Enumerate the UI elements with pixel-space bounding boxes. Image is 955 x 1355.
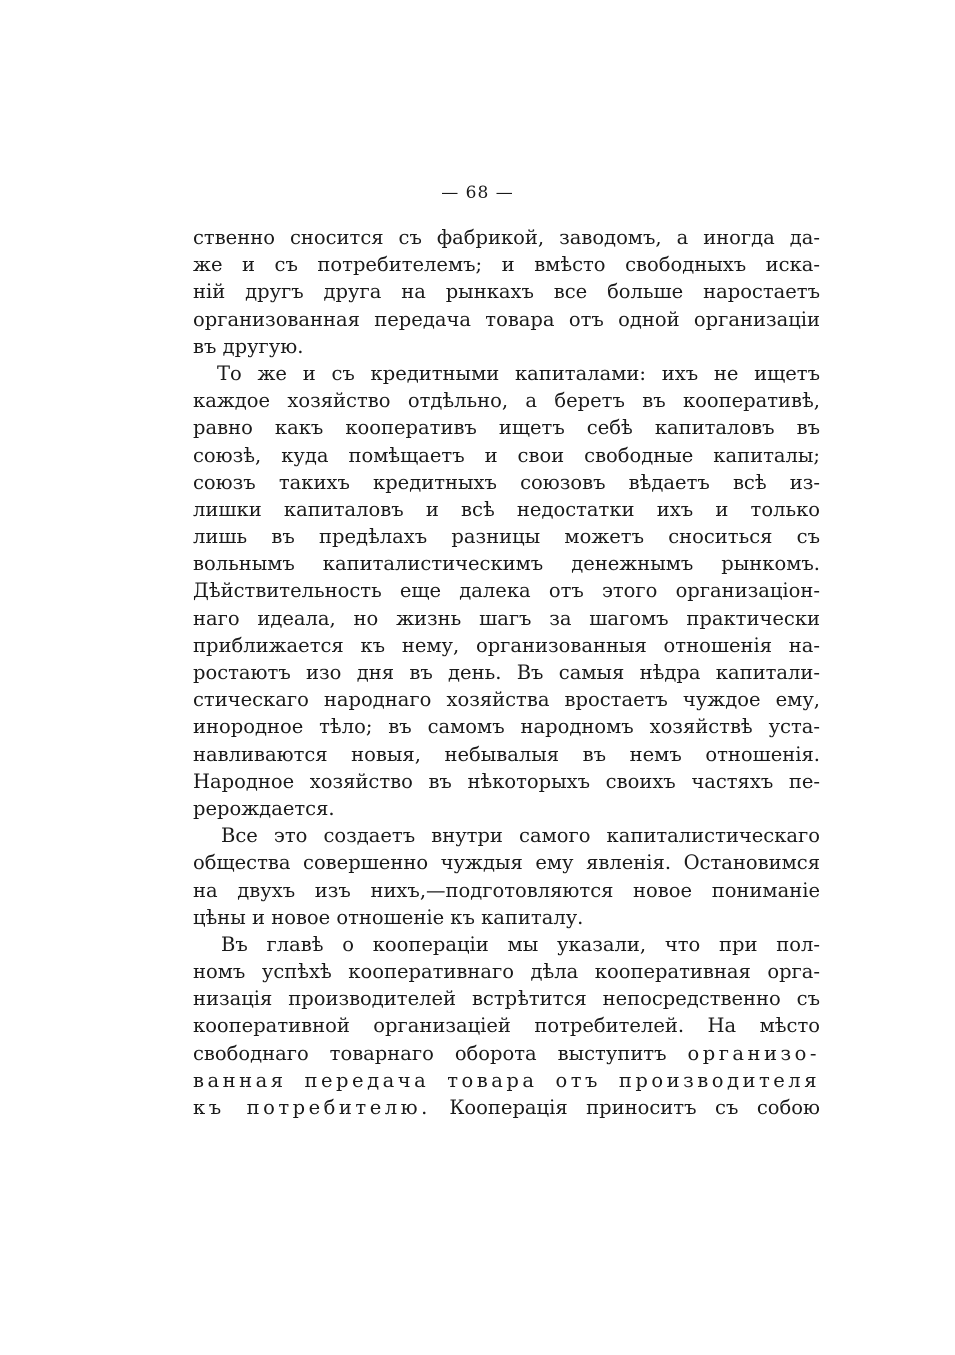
text-line: номъ успѣхѣ кооперативнаго дѣла кооперативная орга- <box>193 960 820 984</box>
paragraph-3 <box>193 822 820 931</box>
text-line: ростаютъ изо дня въ день. Въ самыя нѣдра капитали- <box>193 661 820 684</box>
text-line: лишь въ предѣлахъ разницы можетъ сноситься съ <box>193 525 820 549</box>
text-line: инородное тѣло; въ самомъ народномъ хозяйствѣ уста- <box>193 715 820 739</box>
text-line: ній другъ друга на рынкахъ все больше наростаетъ <box>193 280 820 304</box>
text-line: наго идеала, но жизнь шагъ за шагомъ практически <box>193 606 820 630</box>
paragraph-4 <box>193 931 820 1121</box>
text-line: рерождается. <box>193 796 335 820</box>
text-line: навливаются новыя, небывалыя въ немъ отношенія. <box>193 742 820 766</box>
text-line: Въ главѣ о коопераціи мы указали, что при пол- <box>221 932 820 956</box>
spaced-emphasis-line: ванная передача товара отъ производителя <box>193 1068 820 1092</box>
text-line: же и съ потребителемъ; и вмѣсто свободныхъ иска- <box>193 253 820 277</box>
text-line: союзѣ, куда помѣщаетъ и свои свободные капиталы; <box>193 443 820 467</box>
text-line: цѣны и новое отношеніе къ капиталу. <box>193 905 584 929</box>
text-line: стическаго народнаго хозяйства вростаетъ чуждое ему, <box>193 688 820 712</box>
text-line: организованная передача товара отъ одной организаціи <box>193 307 820 331</box>
paragraph-1 <box>193 224 820 360</box>
page-number: — 68 — <box>441 183 514 203</box>
text-segment: свободнаго товарнаго оборота выступитъ <box>193 1041 688 1065</box>
paragraph-2 <box>193 360 820 822</box>
spaced-emphasis: организо- <box>687 1041 820 1065</box>
text-line: союзъ такихъ кредитныхъ союзовъ вѣдаетъ всѣ из- <box>193 470 820 494</box>
text-segment: Кооперація приноситъ съ собою <box>430 1096 820 1119</box>
text-line: лишки капиталовъ и всѣ недостатки ихъ и только <box>193 497 820 521</box>
text-line: каждое хозяйство отдѣльно, а беретъ въ кооперативѣ, <box>193 389 820 413</box>
text-line: на двухъ изъ нихъ,—подготовляются новое пониманіе <box>193 878 820 902</box>
text-line: низація производителей встрѣтится непосредственно съ <box>193 987 820 1011</box>
text-line-mixed <box>193 1040 820 1067</box>
spaced-emphasis: къ потребителю. <box>193 1096 431 1119</box>
text-line: Все это создаетъ внутри самого капиталистическаго <box>221 824 820 848</box>
text-line-mixed <box>193 1094 820 1121</box>
text-line: равно какъ кооперативъ ищетъ себѣ капиталовъ въ <box>193 416 820 440</box>
text-line: кооперативной организаціей потребителей. На мѣсто <box>193 1014 820 1038</box>
text-line: въ другую. <box>193 334 304 358</box>
text-line: приближается къ нему, организованныя отношенія на- <box>193 633 820 657</box>
body-text <box>193 224 820 1121</box>
text-line: Народное хозяйство въ нѣкоторыхъ своихъ частяхъ пе- <box>193 769 820 793</box>
text-line: Дѣйствительность еще далека отъ этого организаціон- <box>193 579 820 603</box>
text-line: общества совершенно чуждыя ему явленія. Остановимся <box>193 851 820 875</box>
text-line: ственно сносится съ фабрикой, заводомъ, а иногда да- <box>193 226 820 249</box>
text-line: вольнымъ капиталистическимъ денежнымъ рынкомъ. <box>193 552 820 576</box>
text-line: То же и съ кредитными капиталами: ихъ не ищетъ <box>217 361 820 385</box>
